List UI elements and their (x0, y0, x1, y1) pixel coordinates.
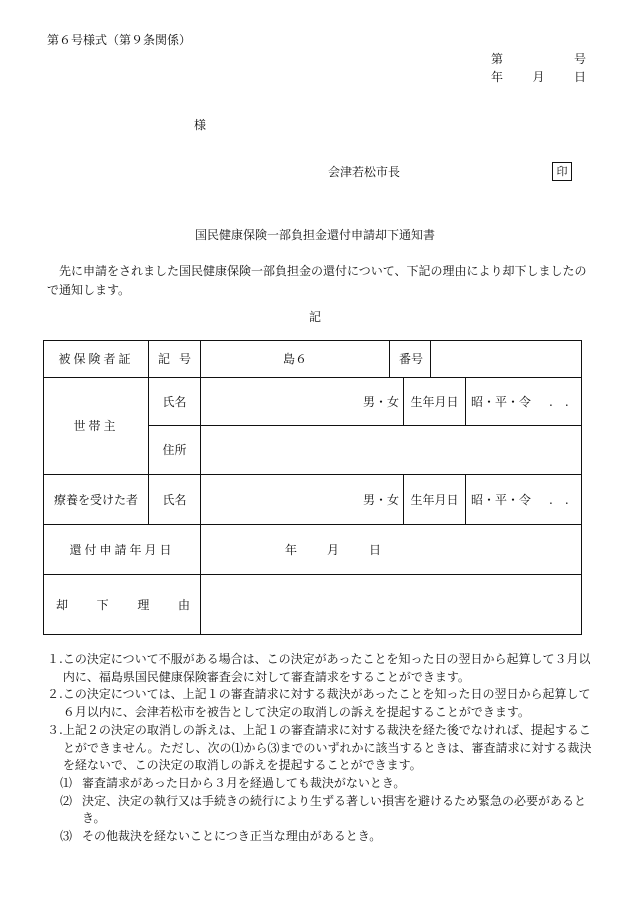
householder-name-row (44, 378, 582, 426)
recipient-row (44, 475, 582, 525)
householder-birthdate-cell[interactable] (466, 378, 582, 426)
addressee-suffix: 様 (194, 118, 207, 132)
reason-label-cell (44, 575, 201, 635)
reason-row (44, 575, 582, 635)
householder-name-label: 氏名 (149, 378, 201, 426)
document-number (491, 53, 586, 65)
note-item (47, 722, 592, 775)
note-item (47, 651, 592, 686)
application-date-label: 還付申請年月日 (44, 525, 201, 575)
kigou-label-cell (149, 341, 201, 378)
ki-heading: 記 (308, 310, 321, 324)
notes-section (47, 651, 592, 846)
number-go: 号 (573, 52, 586, 66)
kigou-value[interactable]: 島６ (201, 341, 390, 378)
sub-note-text: その他裁決を経ないことにつき正当な理由があるとき。 (82, 829, 382, 844)
householder-era: 昭・平・令 (471, 394, 532, 409)
recipient-label: 療養を受けた者 (44, 475, 149, 525)
app-month: 月 (327, 542, 340, 557)
kigou-label: 記 号 (158, 352, 191, 366)
recipient-gender[interactable]: 男・女 (201, 475, 404, 525)
document-title: 国民健康保険一部負担金還付申請却下通知書 (194, 228, 435, 242)
note-item (47, 686, 592, 721)
number-dai: 第 (491, 52, 504, 66)
form-label: 第６号様式（第９条関係） (47, 33, 192, 47)
householder-gender[interactable]: 男・女 (201, 378, 404, 426)
sub-note-text: 決定、決定の執行又は手続きの続行により生ずる著しい損害を避けるため緊急の必要があるとき。 (82, 793, 587, 826)
householder-address-label: 住所 (149, 426, 201, 475)
app-day: 日 (369, 542, 382, 557)
recipient-era: 昭・平・令 (471, 492, 532, 507)
application-date-value[interactable] (201, 525, 582, 575)
householder-label: 世帯主 (44, 378, 149, 475)
sub-note-number: ⑴ (60, 775, 73, 790)
sub-note-item (47, 775, 592, 793)
reason-value[interactable] (201, 575, 582, 635)
bangou-label-cell (390, 341, 431, 378)
householder-address-value[interactable] (201, 426, 582, 475)
note-text: 上記２の決定の取消しの訴えは、上記１の審査請求に対する裁決を経た後でなければ、提起することができません。ただし、次の⑴から⑶までのいずれかに該当するときは、審査請求に対する裁決を経ないで、この決定の取消しの訴えを提起することができます。 (62, 722, 592, 773)
insured-label: 被保険者証 (44, 341, 149, 378)
recipient-name-label: 氏名 (149, 475, 201, 525)
date-year: 年 (491, 70, 504, 84)
householder-date-dots: . . (549, 394, 569, 409)
application-date-row (44, 525, 582, 575)
recipient-birthdate-label: 生年月日 (404, 475, 466, 525)
householder-birthdate-label: 生年月日 (404, 378, 466, 426)
insured-row (44, 341, 582, 378)
sub-note-number: ⑶ (60, 829, 73, 844)
bangou-value[interactable] (431, 341, 582, 378)
note-number: ３. (47, 722, 63, 737)
note-text: この決定について不服がある場合は、この決定があったことを知った日の翌日から起算して３月以内に、福島県国民健康保険審査会に対して審査請求をすることができます。 (62, 652, 591, 684)
application-table (43, 340, 582, 635)
date-day: 日 (573, 70, 586, 84)
recipient-date-dots: . . (549, 492, 569, 507)
sub-note-item (47, 793, 592, 828)
sub-note-text: 審査請求があった日から３月を経過しても裁決がないとき。 (82, 775, 406, 790)
bangou-label: 番 号 (399, 352, 424, 366)
note-number: １. (47, 652, 63, 666)
reason-label: 却 下 理 由 (56, 597, 190, 612)
issuer-name: 会津若松市長 (328, 165, 401, 179)
recipient-birthdate-cell[interactable] (466, 475, 582, 525)
note-number: ２. (47, 687, 63, 702)
document-date (491, 71, 586, 83)
app-year: 年 (285, 542, 298, 557)
seal-mark: 印 (552, 162, 572, 181)
intro-paragraph: 先に申請をされました国民健康保険一部負担金の還付について、下記の理由により却下しましたので通知します。 (47, 264, 587, 297)
sub-note-item (47, 828, 592, 846)
sub-note-number: ⑵ (60, 793, 73, 808)
date-month: 月 (532, 70, 545, 84)
note-text: この決定については、上記１の審査請求に対する裁決があったことを知った日の翌日から起算して６月以内に、会津若松市を被告として決定の取消しの訴えを提起することができます。 (62, 687, 591, 720)
